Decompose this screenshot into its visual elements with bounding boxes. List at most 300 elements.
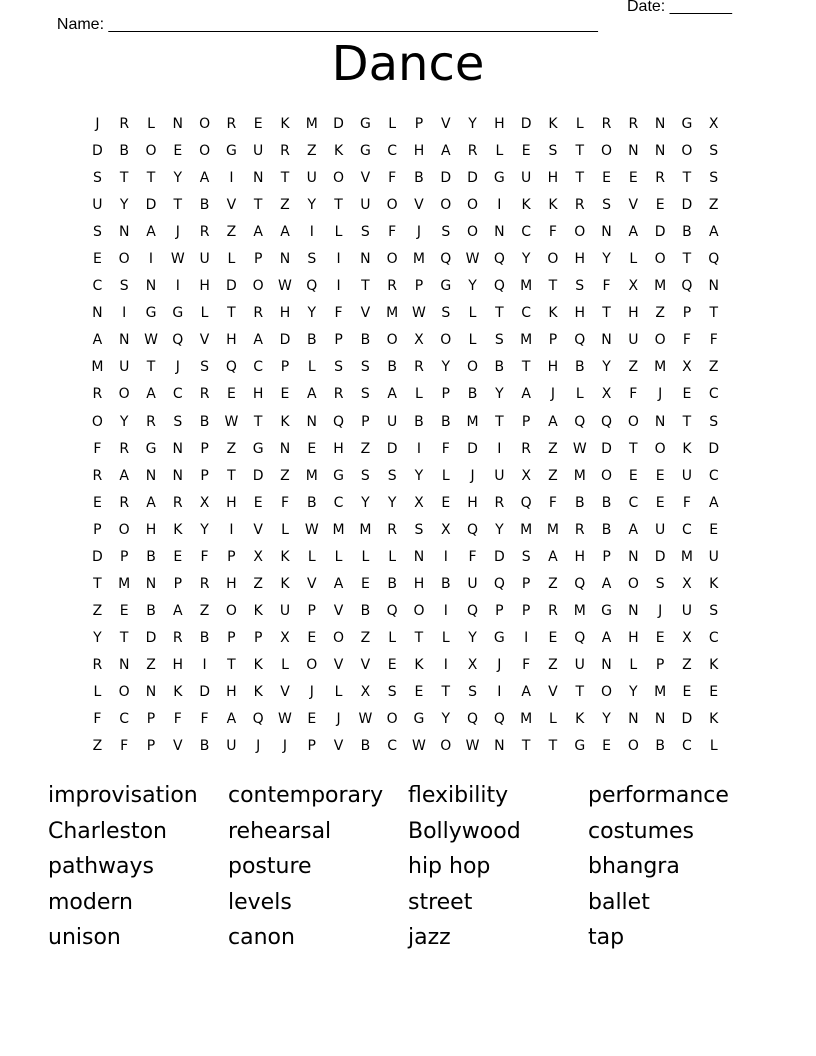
grid-cell: P xyxy=(602,548,611,565)
grid-cell: T xyxy=(709,305,718,322)
grid-cell: U xyxy=(521,170,532,187)
grid-cell: D xyxy=(467,170,478,187)
grid-cell: T xyxy=(495,413,504,430)
grid-cell: L xyxy=(415,386,423,403)
grid-cell: V xyxy=(199,332,210,349)
grid-cell: Q xyxy=(333,413,345,430)
grid-cell: P xyxy=(200,440,209,457)
grid-cell: N xyxy=(601,332,612,349)
grid-cell: X xyxy=(682,575,692,592)
grid-cell: P xyxy=(682,305,692,322)
grid-cell: A xyxy=(92,332,103,349)
grid-cell: S xyxy=(709,413,719,430)
grid-cell: Q xyxy=(681,278,693,295)
grid-cell: U xyxy=(494,467,505,484)
grid-cell: W xyxy=(144,332,158,349)
grid-cell: D xyxy=(252,467,264,484)
grid-cell: D xyxy=(145,629,157,646)
grid-cell: N xyxy=(654,143,666,160)
grid-cell: V xyxy=(280,683,290,700)
grid-cell: P xyxy=(521,413,531,430)
grid-cell: N xyxy=(628,143,639,160)
grid-cell: G xyxy=(681,116,693,132)
grid-cell: E xyxy=(709,683,719,700)
grid-cell: A xyxy=(333,575,344,592)
grid-cell: U xyxy=(279,602,291,619)
grid-cell: V xyxy=(628,197,639,214)
grid-cell: X xyxy=(360,683,371,700)
grid-cell: D xyxy=(601,440,612,457)
grid-cell: B xyxy=(146,602,156,619)
grid-cell: P xyxy=(495,602,504,619)
grid-cell: N xyxy=(145,683,157,700)
grid-cell: R xyxy=(467,143,478,160)
grid-cell: T xyxy=(682,413,692,430)
grid-cell: R xyxy=(387,278,398,295)
grid-cell: W xyxy=(224,413,239,430)
grid-cell: T xyxy=(253,413,263,430)
grid-cell: J xyxy=(309,683,314,700)
grid-cell: B xyxy=(360,738,371,755)
grid-cell: P xyxy=(253,629,263,646)
grid-cell: H xyxy=(574,548,585,565)
grid-cell: A xyxy=(708,494,719,511)
grid-cell: M xyxy=(305,467,318,484)
grid-cell: K xyxy=(709,656,719,673)
grid-cell: B xyxy=(199,197,210,214)
grid-cell: K xyxy=(682,440,692,457)
grid-cell: J xyxy=(336,711,341,728)
grid-cell: U xyxy=(306,170,317,187)
grid-cell: R xyxy=(494,494,505,511)
grid-cell: F xyxy=(334,305,343,322)
grid-cell: N xyxy=(628,711,639,728)
grid-cell: E xyxy=(226,386,236,403)
grid-cell: N xyxy=(172,116,184,132)
grid-cell: D xyxy=(199,683,210,700)
grid-cell: T xyxy=(548,738,558,755)
grid-cell: L xyxy=(575,116,584,132)
grid-cell: E xyxy=(387,656,397,673)
grid-cell: H xyxy=(547,170,559,187)
grid-cell: V xyxy=(173,738,183,755)
grid-cell: B xyxy=(467,386,478,403)
grid-cell: L xyxy=(629,251,638,268)
grid-cell: Y xyxy=(441,359,451,376)
grid-cell: I xyxy=(443,602,448,619)
grid-cell: O xyxy=(681,143,693,160)
grid-cell: K xyxy=(280,116,290,132)
grid-cell: S xyxy=(173,413,183,430)
grid-cell: C xyxy=(387,738,398,755)
grid-cell: Q xyxy=(306,278,318,295)
grid-cell: Z xyxy=(92,602,103,619)
grid-cell: A xyxy=(119,467,129,484)
grid-cell: O xyxy=(252,278,264,295)
grid-cell: T xyxy=(629,440,638,457)
grid-cell: S xyxy=(334,359,344,376)
grid-cell: Y xyxy=(361,494,370,511)
grid-cell: B xyxy=(440,575,451,592)
grid-cell: M xyxy=(386,305,399,322)
grid-cell: E xyxy=(280,386,290,403)
grid-cell: O xyxy=(118,251,130,268)
grid-cell: O xyxy=(386,197,398,214)
grid-cell: I xyxy=(443,656,448,673)
grid-cell: O xyxy=(654,332,666,349)
grid-cell: E xyxy=(360,575,370,592)
grid-cell: S xyxy=(92,224,102,241)
grid-cell: E xyxy=(119,602,129,619)
grid-cell: A xyxy=(440,143,451,160)
grid-cell: E xyxy=(655,197,665,214)
grid-cell: B xyxy=(574,494,585,511)
grid-cell: Y xyxy=(173,170,183,187)
grid-cell: F xyxy=(280,494,289,511)
grid-cell: Z xyxy=(360,440,371,457)
grid-cell: Z xyxy=(92,738,103,755)
grid-cell: D xyxy=(225,278,237,295)
grid-cell: G xyxy=(359,116,371,132)
grid-cell: T xyxy=(361,278,370,295)
grid-cell: V xyxy=(306,575,317,592)
grid-cell: R xyxy=(92,386,103,403)
grid-cell: O xyxy=(467,224,479,241)
grid-cell: M xyxy=(91,359,104,376)
grid-cell: A xyxy=(521,683,531,700)
grid-cell: K xyxy=(280,413,290,430)
grid-cell: W xyxy=(572,440,587,457)
grid-cell: K xyxy=(173,683,183,700)
grid-cell: N xyxy=(654,711,666,728)
grid-cell: M xyxy=(654,683,667,700)
grid-cell: T xyxy=(173,197,183,214)
word-list-item: tap xyxy=(588,925,625,951)
grid-cell: H xyxy=(413,143,425,160)
grid-cell: M xyxy=(305,116,318,132)
grid-cell: E xyxy=(655,629,665,646)
grid-cell: Z xyxy=(548,656,558,673)
grid-cell: E xyxy=(655,494,665,511)
grid-cell: A xyxy=(253,224,263,241)
grid-cell: I xyxy=(443,548,448,565)
grid-cell: U xyxy=(655,521,666,538)
grid-cell: Z xyxy=(253,575,263,592)
grid-cell: D xyxy=(520,116,532,132)
word-list-item: flexibility xyxy=(408,783,509,808)
grid-cell: S xyxy=(441,224,451,241)
grid-cell: N xyxy=(628,602,639,619)
grid-cell: S xyxy=(548,143,558,160)
grid-cell: F xyxy=(682,332,691,349)
grid-cell: E xyxy=(92,251,102,268)
page-title: Dance xyxy=(331,36,485,92)
grid-cell: P xyxy=(521,602,531,619)
grid-cell: Y xyxy=(521,251,531,268)
word-list-item: contemporary xyxy=(228,783,384,808)
grid-cell: F xyxy=(522,656,531,673)
grid-cell: K xyxy=(521,197,531,214)
grid-cell: A xyxy=(173,602,183,619)
grid-cell: Q xyxy=(225,359,237,376)
grid-cell: C xyxy=(682,738,692,755)
word-list-item: jazz xyxy=(408,925,451,951)
letter-grid xyxy=(84,114,727,763)
grid-cell: P xyxy=(119,548,129,565)
grid-cell: P xyxy=(521,575,531,592)
grid-cell: K xyxy=(253,656,263,673)
grid-cell: H xyxy=(226,575,237,592)
grid-cell: S xyxy=(602,197,611,214)
grid-cell: B xyxy=(440,413,451,430)
grid-cell: M xyxy=(520,711,533,728)
grid-cell: L xyxy=(93,683,102,700)
grid-cell: B xyxy=(199,738,210,755)
grid-cell: X xyxy=(628,278,639,295)
grid-cell: Q xyxy=(493,251,505,268)
grid-cell: U xyxy=(199,251,210,268)
grid-cell: N xyxy=(145,467,157,484)
grid-cell: H xyxy=(547,359,559,376)
grid-cell: Q xyxy=(386,602,398,619)
grid-cell: P xyxy=(253,251,263,268)
grid-cell: I xyxy=(336,251,341,268)
word-list-item: levels xyxy=(228,889,292,915)
grid-cell: X xyxy=(414,494,424,511)
grid-cell: L xyxy=(441,467,450,484)
grid-cell: A xyxy=(306,386,317,403)
grid-cell: C xyxy=(92,278,103,295)
grid-cell: C xyxy=(521,224,532,241)
grid-cell: L xyxy=(575,386,584,403)
grid-cell: F xyxy=(93,440,102,457)
grid-cell: R xyxy=(172,494,183,511)
grid-cell: E xyxy=(92,494,102,511)
grid-cell: L xyxy=(227,251,236,268)
grid-cell: U xyxy=(387,413,398,430)
grid-cell: L xyxy=(281,521,289,538)
grid-cell: W xyxy=(278,711,292,728)
grid-cell: P xyxy=(361,413,370,430)
grid-cell: G xyxy=(333,467,344,484)
grid-cell: A xyxy=(253,332,263,349)
grid-cell: R xyxy=(574,521,585,538)
grid-cell: U xyxy=(681,602,693,619)
grid-cell: T xyxy=(495,305,504,322)
grid-cell: U xyxy=(628,332,639,349)
grid-cell: J xyxy=(550,386,556,403)
grid-cell: N xyxy=(172,440,184,457)
word-list-item: posture xyxy=(228,854,312,880)
grid-cell: Y xyxy=(602,359,611,376)
grid-cell: O xyxy=(574,224,586,241)
grid-cell: Q xyxy=(252,711,264,728)
grid-cell: X xyxy=(521,467,531,484)
grid-cell: O xyxy=(627,413,639,430)
grid-cell: X xyxy=(467,656,478,673)
grid-cell: P xyxy=(414,116,424,132)
grid-cell: E xyxy=(682,386,692,403)
grid-cell: J xyxy=(497,656,502,673)
grid-cell: W xyxy=(412,738,426,755)
grid-cell: T xyxy=(441,683,451,700)
grid-cell: P xyxy=(173,575,183,592)
grid-cell: Y xyxy=(387,494,397,511)
grid-cell: X xyxy=(682,359,692,376)
grid-cell: F xyxy=(602,278,611,295)
grid-cell: P xyxy=(146,738,156,755)
grid-cell: K xyxy=(253,602,263,619)
grid-cell: R xyxy=(280,143,290,160)
grid-cell: G xyxy=(574,738,586,755)
grid-cell: D xyxy=(681,197,693,214)
grid-cell: K xyxy=(253,683,263,700)
grid-cell: Z xyxy=(280,467,290,484)
grid-cell: R xyxy=(414,359,424,376)
grid-cell: M xyxy=(412,251,425,268)
grid-cell: J xyxy=(175,359,180,376)
grid-cell: Y xyxy=(495,386,504,403)
grid-cell: A xyxy=(601,575,612,592)
grid-cell: R xyxy=(601,116,612,132)
grid-cell: A xyxy=(601,629,612,646)
grid-cell: X xyxy=(440,521,451,538)
grid-cell: V xyxy=(440,116,451,132)
grid-cell: O xyxy=(440,197,452,214)
grid-cell: R xyxy=(199,224,210,241)
grid-cell: I xyxy=(336,278,341,295)
grid-cell: E xyxy=(307,440,317,457)
grid-cell: B xyxy=(574,359,585,376)
grid-cell: C xyxy=(682,521,692,538)
grid-cell: N xyxy=(601,224,612,241)
grid-cell: W xyxy=(170,251,185,268)
grid-cell: I xyxy=(229,521,234,538)
word-list-item: bhangra xyxy=(588,854,680,880)
grid-cell: O xyxy=(145,143,157,160)
grid-cell: X xyxy=(682,629,692,646)
grid-cell: D xyxy=(493,548,505,565)
grid-cell: E xyxy=(253,494,263,511)
grid-cell: I xyxy=(497,197,502,214)
grid-cell: P xyxy=(655,656,665,673)
grid-cell: E xyxy=(628,467,638,484)
grid-cell: G xyxy=(145,440,157,457)
grid-cell: C xyxy=(387,143,398,160)
grid-cell: Q xyxy=(574,413,586,430)
grid-cell: V xyxy=(360,656,371,673)
grid-cell: K xyxy=(548,197,558,214)
grid-cell: O xyxy=(118,386,130,403)
grid-cell: H xyxy=(226,683,237,700)
grid-cell: Y xyxy=(119,413,129,430)
grid-cell: F xyxy=(388,224,397,241)
grid-cell: N xyxy=(145,278,157,295)
grid-cell: R xyxy=(574,197,585,214)
grid-cell: R xyxy=(521,440,532,457)
grid-cell: N xyxy=(654,413,666,430)
grid-cell: J xyxy=(416,224,422,241)
grid-cell: Z xyxy=(628,359,639,376)
grid-cell: R xyxy=(92,467,103,484)
grid-cell: U xyxy=(360,197,371,214)
grid-cell: E xyxy=(307,711,317,728)
grid-cell: T xyxy=(575,683,585,700)
grid-cell: Q xyxy=(574,575,586,592)
grid-cell: J xyxy=(658,386,663,403)
grid-cell: N xyxy=(628,548,639,565)
grid-cell: M xyxy=(573,602,586,619)
grid-cell: S xyxy=(360,359,370,376)
word-list-item: modern xyxy=(48,889,133,915)
grid-cell: L xyxy=(307,548,316,565)
word-list-item: ballet xyxy=(588,889,650,915)
grid-cell: G xyxy=(601,602,612,619)
grid-cell: V xyxy=(226,197,237,214)
grid-cell: D xyxy=(333,116,344,132)
grid-cell: Y xyxy=(629,683,638,700)
grid-cell: B xyxy=(494,359,505,376)
grid-cell: T xyxy=(146,359,156,376)
grid-cell: R xyxy=(199,575,210,592)
grid-cell: U xyxy=(574,656,585,673)
grid-cell: K xyxy=(333,143,344,160)
grid-cell: O xyxy=(627,738,639,755)
grid-cell: D xyxy=(654,224,666,241)
grid-cell: E xyxy=(441,494,451,511)
grid-cell: X xyxy=(414,332,424,349)
grid-cell: L xyxy=(334,548,343,565)
grid-cell: G xyxy=(225,143,237,160)
grid-cell: C xyxy=(708,386,719,403)
grid-cell: H xyxy=(628,305,639,322)
grid-cell: B xyxy=(306,332,317,349)
grid-cell: G xyxy=(440,278,452,295)
grid-cell: Z xyxy=(226,224,237,241)
grid-cell: M xyxy=(466,413,479,430)
grid-cell: R xyxy=(333,386,344,403)
grid-cell: T xyxy=(227,656,236,673)
grid-cell: B xyxy=(387,575,397,592)
grid-cell: D xyxy=(145,197,157,214)
grid-cell: B xyxy=(199,629,210,646)
grid-cell: N xyxy=(172,467,184,484)
grid-cell: R xyxy=(119,494,130,511)
grid-cell: N xyxy=(279,440,291,457)
grid-cell: O xyxy=(601,683,613,700)
grid-cell: F xyxy=(441,440,450,457)
grid-cell: M xyxy=(332,521,345,538)
grid-cell: O xyxy=(386,251,398,268)
grid-cell: F xyxy=(548,224,557,241)
grid-cell: Z xyxy=(306,143,317,160)
grid-cell: N xyxy=(494,738,505,755)
grid-cell: Q xyxy=(493,278,505,295)
grid-cell: O xyxy=(199,143,211,160)
grid-cell: Z xyxy=(360,629,371,646)
grid-cell: Y xyxy=(200,521,209,538)
grid-cell: I xyxy=(229,170,234,187)
grid-cell: Z xyxy=(548,440,558,457)
grid-cell: O xyxy=(199,116,211,132)
grid-cell: V xyxy=(414,197,424,214)
word-list-item: pathways xyxy=(48,854,154,880)
grid-cell: H xyxy=(574,305,585,322)
grid-cell: S xyxy=(387,467,397,484)
word-list-item: Bollywood xyxy=(408,818,521,844)
grid-cell: N xyxy=(601,656,612,673)
grid-cell: N xyxy=(145,575,157,592)
